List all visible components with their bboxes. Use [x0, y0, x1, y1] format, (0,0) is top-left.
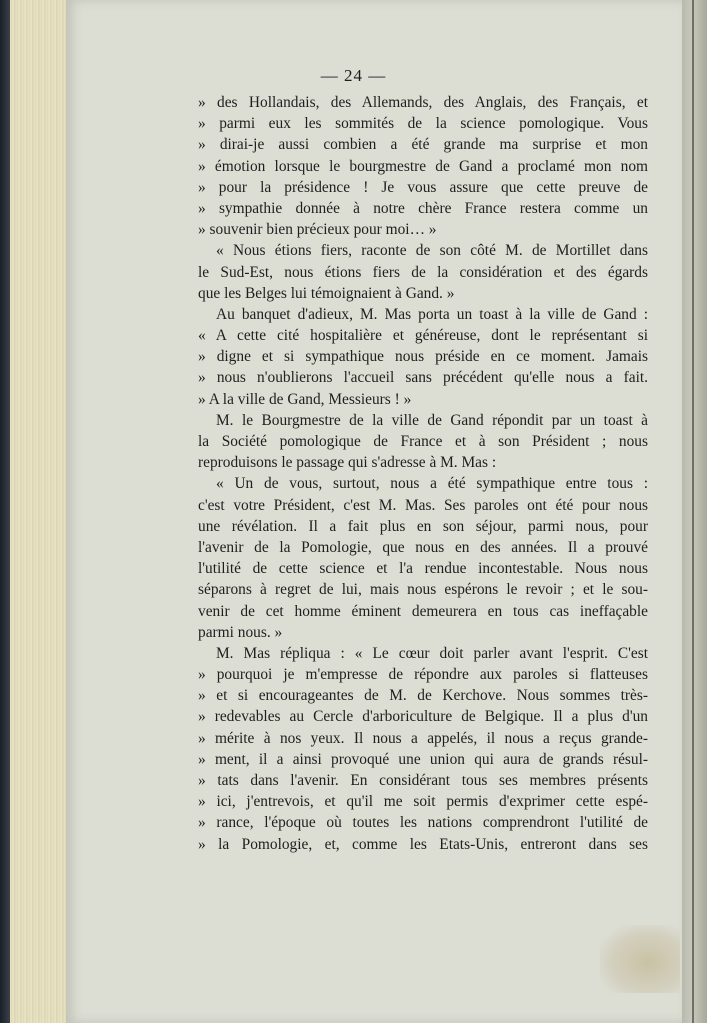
text-line: la Société pomologique de France et à son Président ; nous [198, 433, 648, 450]
text-line: » rance, l'époque où toutes les nations comprendront l'utilité de [198, 814, 648, 832]
text-line: » et si encourageantes de M. de Kerchove. Nous sommes très- [198, 687, 648, 705]
body-text [198, 92, 648, 855]
text-line: » sympathie donnée à notre chère France restera comme un [198, 199, 648, 217]
text-line: l'utilité de cette science et l'a rendue incontestable. Nous nous [198, 560, 648, 578]
page-number: — 24 — [320, 66, 387, 85]
text-line: reproduisons le passage qui s'adresse à M. Mas : [198, 454, 497, 472]
text-line: Au banquet d'adieux, M. Mas porta un toast à la ville de Gand : [216, 305, 648, 323]
text-line: » la Pomologie, et, comme les Etats-Unis, entreront dans ses [198, 835, 648, 853]
text-line: » souvenir bien précieux pour moi… » [198, 221, 437, 239]
text-line: une révélation. Il a fait plus en son séjour, parmi nous, pour [198, 517, 648, 535]
text-line: » mérite à nos yeux. Il nous a appelés, il nous a reçus grande- [198, 729, 648, 747]
text-line: » parmi eux les sommités de la science pomologique. Vous [198, 115, 648, 133]
text-line: » pour la présidence ! Je vous assure que cette preuve de [198, 178, 648, 196]
page-corner-stain [600, 925, 680, 993]
text-line: » pourquoi je m'empresse de répondre aux paroles si flatteuses [198, 666, 648, 684]
book-page-edges [10, 0, 67, 1023]
text-line: l'avenir de la Pomologie, que nous en des années. Il a prouvé [198, 538, 648, 556]
text-line: » A la ville de Gand, Messieurs ! » [198, 390, 412, 408]
text-line: » redevables au Cercle d'arboriculture de Belgique. Il a plus d'un [198, 708, 648, 726]
text-line: » digne et si sympathique nous préside en ce moment. Jamais [198, 348, 648, 366]
text-line: » nous n'oublierons l'accueil sans précédent qu'elle nous a fait. [198, 369, 648, 387]
text-line: « Nous étions fiers, raconte de son côté M. de Mortillet dans [216, 242, 648, 260]
text-line: » émotion lorsque le bourgmestre de Gand a proclamé mon nom [198, 157, 648, 175]
book-right-edge [682, 0, 707, 1023]
text-line: venir de cet homme éminent demeurera en tous cas ineffaçable [198, 602, 648, 620]
text-line: séparons à regret de lui, mais nous espérons le revoir ; et le sou- [198, 581, 648, 599]
text-line: « A cette cité hospitalière et généreuse, dont le représentant si [198, 327, 648, 345]
text-line: » tats dans l'avenir. En considérant tous ses membres présents [198, 772, 648, 789]
text-line: parmi nous. » [198, 623, 283, 641]
text-line: que les Belges lui témoignaient à Gand. » [198, 284, 455, 302]
text-line: » ment, il a ainsi provoqué une union qui aura de grands résul- [198, 750, 648, 768]
text-line: M. le Bourgmestre de la ville de Gand répondit par un toast à [216, 411, 648, 429]
text-line: « Un de vous, surtout, nous a été sympathique entre tous : [216, 475, 648, 493]
text-line: M. Mas répliqua : « Le cœur doit parler avant l'esprit. C'est [216, 644, 648, 662]
text-line: » dirai-je aussi combien a été grande ma surprise et mon [198, 136, 648, 154]
text-line: » des Hollandais, des Allemands, des Anglais, des Français, et [198, 94, 648, 111]
text-line: » ici, j'entrevois, et qu'il me soit permis d'exprimer cette espé- [198, 793, 648, 811]
text-line: c'est votre Président, c'est M. Mas. Ses paroles ont été pour nous [198, 496, 648, 514]
text-line: le Sud-Est, nous étions fiers de la considération et des égards [198, 263, 648, 281]
